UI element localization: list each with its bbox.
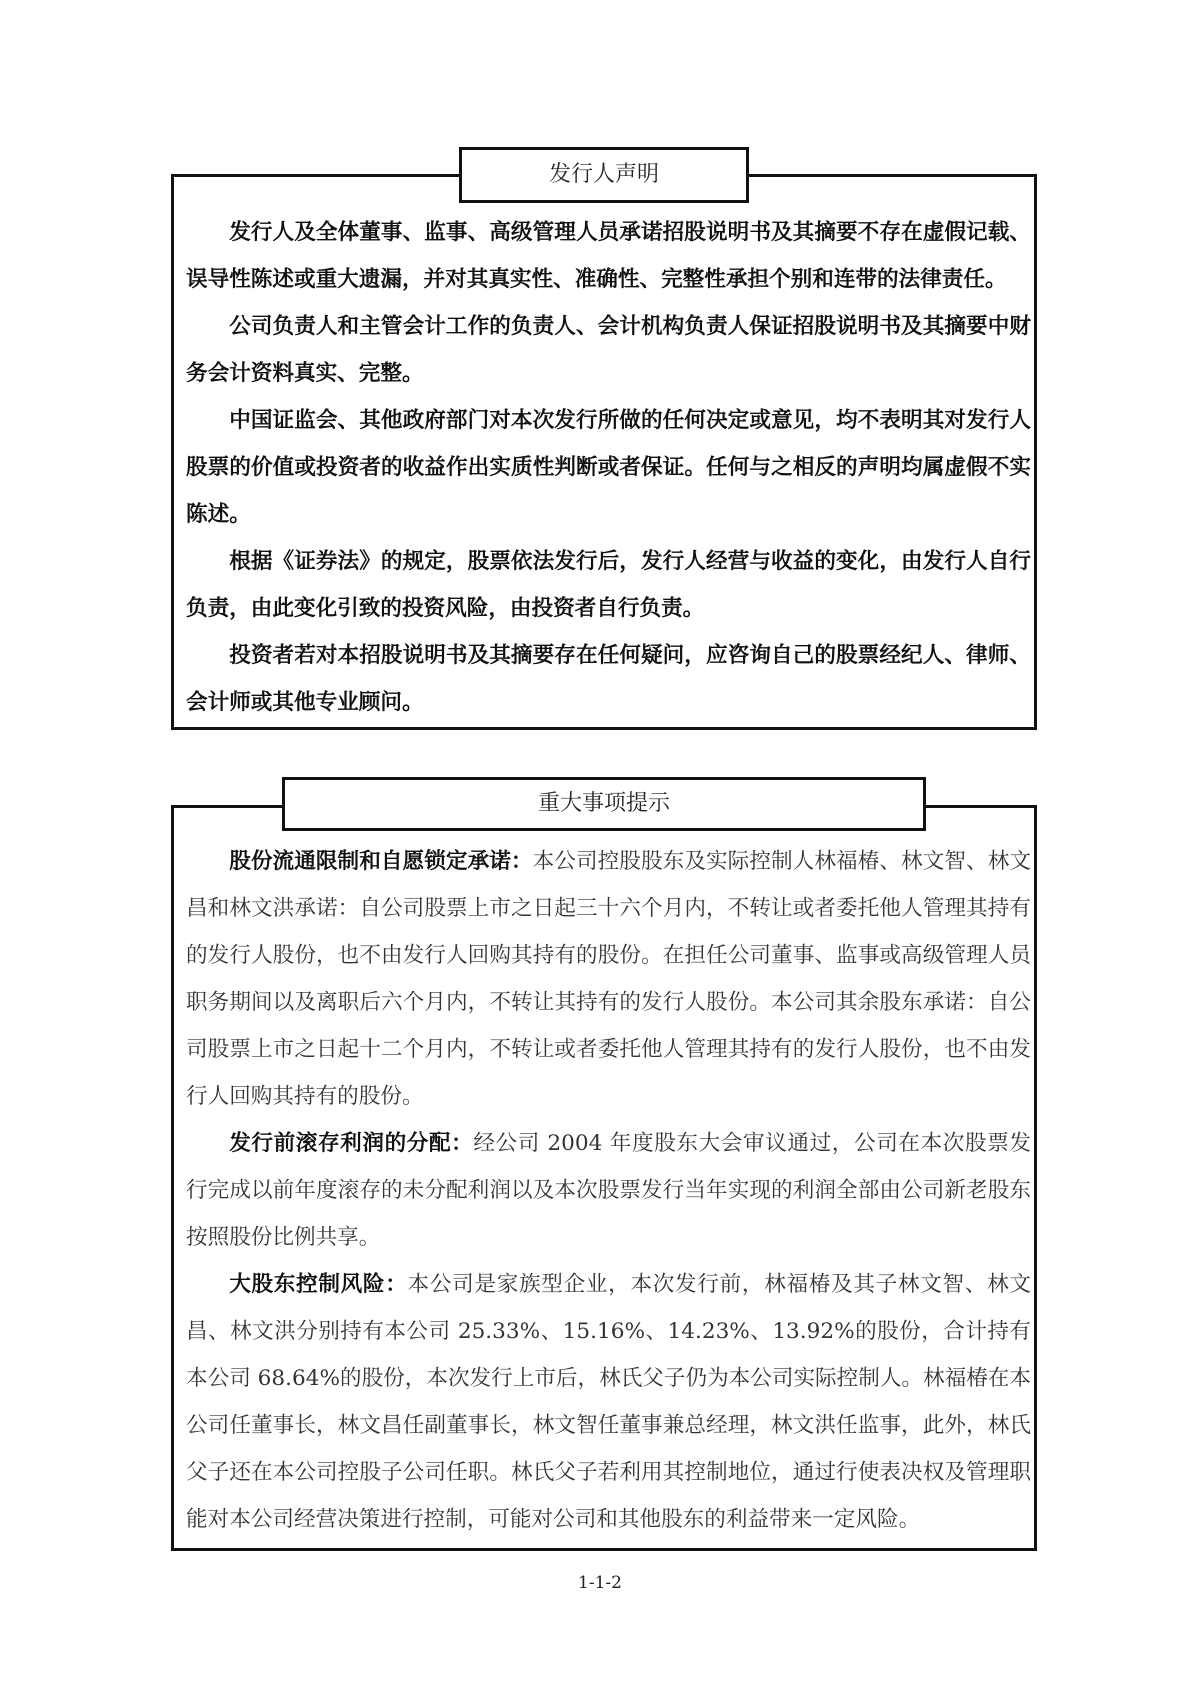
matter-lead: 股份流通限制和自愿锁定承诺：	[229, 849, 533, 874]
major-matters-content	[186, 838, 1031, 1543]
statement-paragraph: 中国证监会、其他政府部门对本次发行所做的任何决定或意见，均不表明其对发行人股票的价值或投资者的收益作出实质性判断或者保证。任何与之相反的声明均属虚假不实陈述。	[186, 408, 1031, 527]
matter-text: 经公司 2004 年度股东大会审议通过，公司在本次股票发行完成以前年度滚存的未分配利润以及本次股票发行当年实现的利润全部由公司新老股东按照股份比例共享。	[186, 1131, 1031, 1250]
statement-paragraph: 发行人及全体董事、监事、高级管理人员承诺招股说明书及其摘要不存在虚假记载、误导性陈述或重大遗漏，并对其真实性、准确性、完整性承担个别和连带的法律责任。	[186, 220, 1031, 292]
issuer-statement-content	[186, 209, 1031, 726]
statement-paragraph: 投资者若对本招股说明书及其摘要存在任何疑问，应咨询自己的股票经纪人、律师、会计师或其他专业顾问。	[186, 643, 1031, 715]
matter-lead: 发行前滚存利润的分配：	[229, 1131, 474, 1156]
issuer-statement-box	[171, 174, 1037, 730]
major-matters-title: 重大事项提示	[282, 777, 926, 831]
page-number: 1-1-2	[578, 1573, 622, 1593]
major-matters-box	[171, 805, 1037, 1551]
matter-text: 本公司是家族型企业，本次发行前，林福椿及其子林文智、林文昌、林文洪分别持有本公司 25.33%、15.16%、14.23%、13.92%的股份，合计持有本公司 68.64%的股份，本次发行上市后，林氏父子仍为本公司实际控制人。林福椿在本公司任董事长，林文昌任副董事长，林文智任董事兼总经理，林文洪任监事，此外，林氏父子还在本公司控股子公司任职。林氏父子若利用其控制地位，通过行使表决权及管理职能对本公司经营决策进行控制，可能对公司和其他股东的利益带来一定风险。	[186, 1272, 1031, 1532]
matter-paragraph	[186, 1120, 1031, 1261]
statement-paragraph: 根据《证券法》的规定，股票依法发行后，发行人经营与收益的变化，由发行人自行负责，由此变化引致的投资风险，由投资者自行负责。	[186, 549, 1031, 621]
matter-paragraph	[186, 1261, 1031, 1543]
statement-paragraph: 公司负责人和主管会计工作的负责人、会计机构负责人保证招股说明书及其摘要中财务会计资料真实、完整。	[186, 314, 1031, 386]
matter-paragraph	[186, 838, 1031, 1120]
matter-lead: 大股东控制风险：	[229, 1272, 408, 1297]
issuer-statement-title: 发行人声明	[459, 147, 749, 203]
matter-text: 本公司控股股东及实际控制人林福椿、林文智、林文昌和林文洪承诺：自公司股票上市之日起三十六个月内，不转让或者委托他人管理其持有的发行人股份，也不由发行人回购其持有的股份。在担任公司董事、监事或高级管理人员职务期间以及离职后六个月内，不转让其持有的发行人股份。本公司其余股东承诺：自公司股票上市之日起十二个月内，不转让或者委托他人管理其持有的发行人股份，也不由发行人回购其持有的股份。	[186, 849, 1031, 1109]
